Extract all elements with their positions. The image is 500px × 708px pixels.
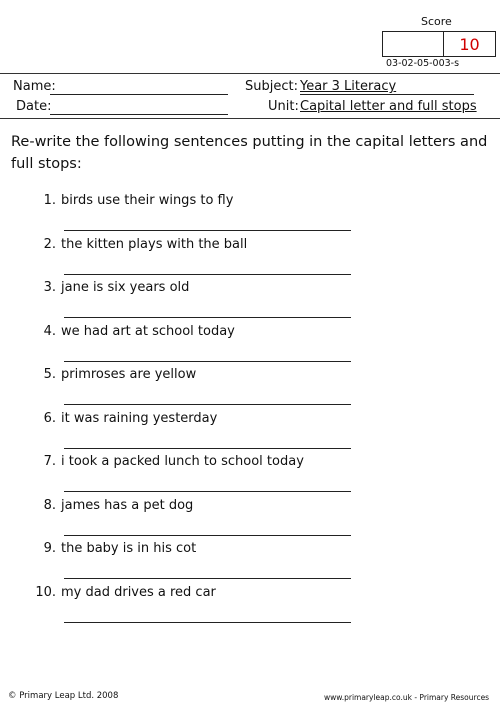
item-sentence: james has a pet dog [61, 497, 194, 513]
item-number: 9. [43, 541, 56, 556]
website-footer: www.primaryleap.co.uk - Primary Resources [324, 693, 490, 702]
item-sentence: the baby is in his cot [61, 541, 197, 556]
item-sentence: the kitten plays with the ball [61, 236, 248, 252]
answer-line[interactable] [64, 317, 351, 318]
answer-line[interactable] [64, 274, 351, 275]
answer-line[interactable] [64, 622, 351, 623]
item-sentence: my dad drives a red car [61, 584, 216, 600]
answer-line[interactable] [64, 448, 351, 449]
item-number: 10. [35, 584, 56, 600]
item-sentence: it was raining yesterday [61, 410, 218, 426]
answer-line[interactable] [64, 404, 351, 405]
instructions: Re-write the following sentences putting in the capital letters and full stops: [11, 134, 488, 172]
unit-label: Unit: [268, 99, 299, 114]
item-number: 5. [43, 367, 56, 382]
subject-label: Subject: [245, 79, 298, 94]
copyright: © Primary Leap Ltd. 2008 [8, 691, 119, 701]
answer-line[interactable] [64, 361, 351, 362]
header-bottom-rule [0, 118, 500, 119]
answer-line[interactable] [64, 230, 351, 231]
answer-line[interactable] [64, 491, 351, 492]
score-blank-cell [383, 32, 444, 56]
item-sentence: birds use their wings to fly [61, 193, 234, 208]
item-number: 3. [43, 280, 56, 295]
item-number: 6. [43, 410, 56, 426]
subject-underline [300, 94, 474, 95]
item-sentence: we had art at school today [61, 323, 235, 339]
score-value: 10 [459, 34, 480, 54]
answer-line[interactable] [64, 535, 351, 536]
worksheet-code: 03-02-05-003-s [386, 58, 460, 69]
item-number: 8. [43, 497, 56, 513]
item-number: 1. [43, 193, 56, 208]
header-top-rule [0, 73, 500, 74]
item-sentence: primroses are yellow [61, 367, 197, 382]
score-box [382, 31, 496, 57]
item-number: 7. [43, 454, 56, 469]
item-number: 2. [43, 236, 56, 252]
date-label: Date: [16, 99, 52, 114]
score-label: Score [421, 15, 452, 28]
name-label: Name: [13, 79, 56, 94]
answer-line[interactable] [64, 578, 351, 579]
item-number: 4. [43, 323, 56, 339]
item-sentence: i took a packed lunch to school today [61, 454, 304, 469]
subject-value: Year 3 Literacy [300, 79, 397, 94]
unit-value: Capital letter and full stops [300, 99, 477, 114]
item-sentence: jane is six years old [61, 280, 190, 295]
date-field[interactable] [50, 114, 228, 115]
name-field[interactable] [50, 94, 228, 95]
